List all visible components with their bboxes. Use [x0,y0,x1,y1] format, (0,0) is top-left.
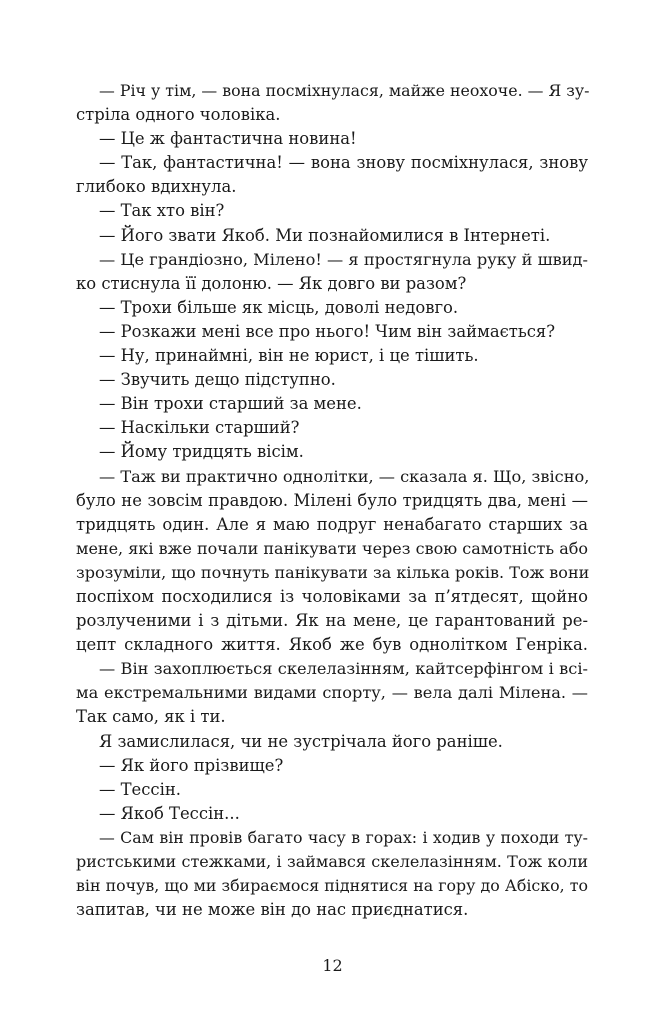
text-line: — Розкажи мені все про нього! Чим він займається? [99,321,556,341]
text-line: — Це грандіозно, Мілено! — я простягнула руку й швид- [99,249,588,269]
text-line: — Тессін. [99,779,181,799]
text-line: — Сам він провів багато часу в горах: і ходив у походи ту- [99,827,588,847]
text-line: — Річ у тім, — вона посміхнулася, майже неохоче. — Я зу- [99,81,590,100]
text-line: глибоко вдихнула. [76,177,237,197]
text-line: мене, які вже почали панікувати через свою самотність або [76,538,588,558]
text-line: — Таж ви практично однолітки, — сказала я. Що, звісно, [99,466,590,486]
text-line: — Йому тридцять вісім. [99,442,304,462]
text-line: він почув, що ми збираємося піднятися на гору до Абіско, то [76,876,588,896]
text-line: цепт складного життя. Якоб же був однолітком Генріка. [76,635,588,655]
text-line: — Як його прізвище? [99,755,284,775]
text-line: ристськими стежками, і займався скелелазінням. Тож коли [76,852,588,871]
text-line: зрозуміли, що почнуть панікувати за кілька років. Тож вони [76,562,590,582]
text-line: — Так, фантастична! — вона знову посміхнулася, знову [99,153,588,173]
text-line: — Так хто він? [99,201,225,221]
text-line: Я замислилася, чи не зустрічала його раніше. [99,731,503,751]
text-line: — Трохи більше як місць, доволі недовго. [99,297,459,317]
text-line: — Ну, принаймні, він не юрист, і це тішить. [99,346,479,366]
body-text [76,79,588,922]
text-line: — Його звати Якоб. Ми познайомилися в Інтернеті. [99,225,551,245]
text-line: тридцять один. Але я маю подруг ненабагато старших за [76,514,588,534]
text-line: поспіхом посходилися із чоловіками за п’ятдесят, щойно [76,586,588,606]
text-line: запитав, чи не може він до нас приєднатися. [76,900,469,920]
text-line: — Він захоплюється скелелазінням, кайтсерфінгом і всі- [99,659,588,679]
text-line: — Якоб Тессін... [99,803,240,823]
text-line: ма екстремальними видами спорту, — вела далі Мілена. — [76,683,588,703]
text-line: — Це ж фантастична новина! [99,129,357,149]
text-line: ко стиснула її долоню. — Як довго ви разом? [76,273,467,293]
text-line: — Звучить дещо підступно. [99,370,336,390]
text-line: розлученими і з дітьми. Як на мене, це гарантований ре- [76,611,588,631]
text-line: стріла одного чоловіка. [76,105,281,125]
text-line: — Він трохи старший за мене. [99,394,362,414]
text-line: — Наскільки старший? [99,418,300,438]
text-line: було не зовсім правдою. Мілені було тридцять два, мені — [76,490,588,510]
page-number: 12 [322,956,343,975]
text-line: Так само, як і ти. [76,707,226,727]
